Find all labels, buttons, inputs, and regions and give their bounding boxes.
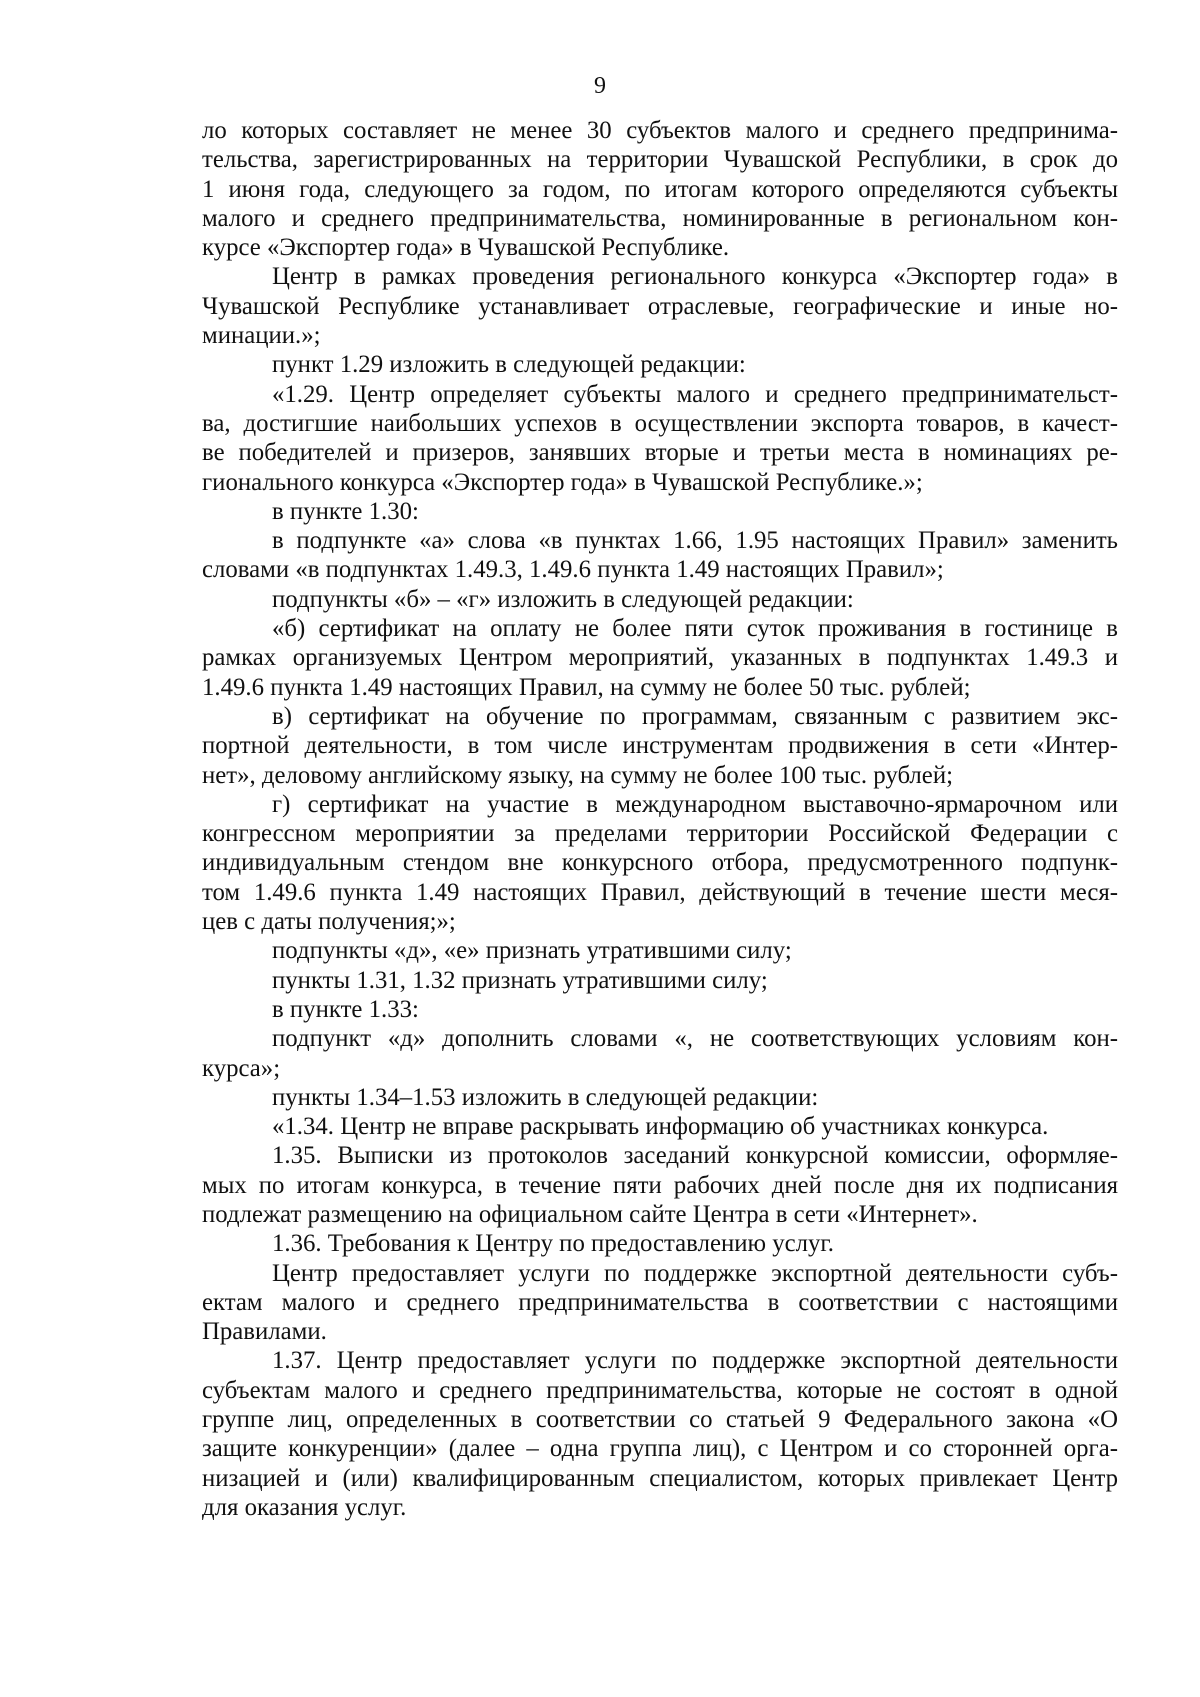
text-line: ве победителей и призеров, занявших вторые и третьи места в номинациях ре- [202, 439, 1118, 467]
text-line: в пункте 1.30: [272, 497, 419, 525]
text-line: портной деятельности, в том числе инструментам продвижения в сети «Интер- [202, 732, 1118, 760]
text-line: в) сертификат на обучение по программам, связанным с развитием экс- [272, 702, 1118, 730]
text-line: защите конкуренции» (далее – одна группа лиц), с Центром и со сторонней орга- [202, 1435, 1118, 1463]
text-line: ва, достигшие наибольших успехов в осуществлении экспорта товаров, в качест- [202, 409, 1118, 437]
text-line: 1.49.6 пункта 1.49 настоящих Правил, на сумму не более 50 тыс. рублей; [202, 673, 971, 701]
paragraph [202, 497, 1118, 526]
text-line: 1.37. Центр предоставляет услуги по поддержке экспортной деятельности [272, 1347, 1118, 1375]
paragraph [202, 790, 1118, 936]
text-line: подлежат размещению на официальном сайте Центра в сети «Интернет». [202, 1200, 978, 1228]
page-number: 9 [594, 73, 606, 99]
text-line: группе лиц, определенных в соответствии со статьей 9 Федерального закона «О [202, 1406, 1118, 1434]
paragraph [202, 1083, 1118, 1112]
text-line: том 1.49.6 пункта 1.49 настоящих Правил, действующий в течение шести меся- [202, 878, 1118, 906]
text-line: подпункт «д» дополнить словами «, не соответствующих условиям кон- [272, 1025, 1118, 1053]
text-line: пункт 1.29 изложить в следующей редакции: [272, 351, 746, 379]
text-line: ектам малого и среднего предпринимательства в соответствии с настоящими [202, 1288, 1118, 1316]
paragraph [202, 350, 1118, 379]
text-line: малого и среднего предпринимательства, номинированные в региональном кон- [202, 204, 1118, 232]
text-line: тельства, зарегистрированных на территории Чувашской Республики, в срок до [202, 146, 1118, 174]
text-line: в пункте 1.33: [272, 995, 419, 1023]
paragraph [202, 380, 1118, 497]
paragraph [202, 1112, 1118, 1141]
text-line: 1.35. Выписки из протоколов заседаний конкурсной комиссии, оформляе- [272, 1142, 1118, 1170]
paragraph [202, 995, 1118, 1024]
paragraph [202, 1346, 1118, 1522]
paragraph [202, 1024, 1118, 1083]
paragraph [202, 1141, 1118, 1229]
text-line: пункты 1.31, 1.32 признать утратившими силу; [272, 966, 768, 994]
text-line: курсе «Экспортер года» в Чувашской Республике. [202, 234, 730, 262]
text-line: «1.34. Центр не вправе раскрывать информацию об участниках конкурса. [272, 1113, 1049, 1141]
paragraph [202, 116, 1118, 262]
text-line: индивидуальным стендом вне конкурсного отбора, предусмотренного подпунк- [202, 849, 1118, 877]
paragraph [202, 614, 1118, 702]
text-line: подпункты «д», «е» признать утратившими силу; [272, 937, 792, 965]
text-line: 1 июня года, следующего за годом, по итогам которого определяются субъекты [202, 175, 1118, 203]
text-line: цев с даты получения;»; [202, 908, 456, 936]
text-line: гионального конкурса «Экспортер года» в Чувашской Республике.»; [202, 468, 923, 496]
text-line: мых по итогам конкурса, в течение пяти рабочих дней после дня их подписания [202, 1171, 1118, 1199]
text-line: словами «в подпунктах 1.49.3, 1.49.6 пункта 1.49 настоящих Правил»; [202, 556, 944, 584]
paragraph [202, 526, 1118, 585]
paragraph [202, 1229, 1118, 1258]
text-line: курса»; [202, 1054, 281, 1082]
text-line: «1.29. Центр определяет субъекты малого и среднего предпринимательст- [272, 380, 1118, 408]
text-line: Центр в рамках проведения регионального конкурса «Экспортер года» в [272, 263, 1118, 291]
paragraph [202, 585, 1118, 614]
paragraph [202, 966, 1118, 995]
paragraph [202, 1259, 1118, 1347]
text-line: Чувашской Республике устанавливает отраслевые, географические и иные но- [202, 292, 1118, 320]
paragraph [202, 262, 1118, 350]
text-line: Правилами. [202, 1318, 327, 1346]
text-line: минации.»; [202, 322, 321, 350]
text-line: 1.36. Требования к Центру по предоставлению услуг. [272, 1230, 834, 1258]
text-line: низацией и (или) квалифицированным специалистом, которых привлекает Центр [202, 1464, 1118, 1492]
text-line: подпункты «б» – «г» изложить в следующей редакции: [272, 585, 854, 613]
text-line: для оказания услуг. [202, 1493, 407, 1521]
document-body [202, 116, 1118, 1522]
paragraph [202, 936, 1118, 965]
text-line: нет», деловому английскому языку, на сумму не более 100 тыс. рублей; [202, 761, 953, 789]
text-line: в подпункте «а» слова «в пунктах 1.66, 1.95 настоящих Правил» заменить [272, 527, 1118, 555]
text-line: рамках организуемых Центром мероприятий, указанных в подпунктах 1.49.3 и [202, 644, 1118, 672]
paragraph [202, 702, 1118, 790]
text-line: ло которых составляет не менее 30 субъектов малого и среднего предпринима- [202, 117, 1118, 144]
text-line: «б) сертификат на оплату не более пяти суток проживания в гостинице в [272, 615, 1118, 643]
text-line: пункты 1.34–1.53 изложить в следующей редакции: [272, 1083, 819, 1111]
text-line: г) сертификат на участие в международном выставочно-ярмарочном или [272, 790, 1118, 818]
text-line: конгрессном мероприятии за пределами территории Российской Федерации с [202, 820, 1118, 848]
text-line: субъектам малого и среднего предпринимательства, которые не состоят в одной [202, 1376, 1118, 1404]
text-line: Центр предоставляет услуги по поддержке экспортной деятельности субъ- [272, 1259, 1118, 1287]
